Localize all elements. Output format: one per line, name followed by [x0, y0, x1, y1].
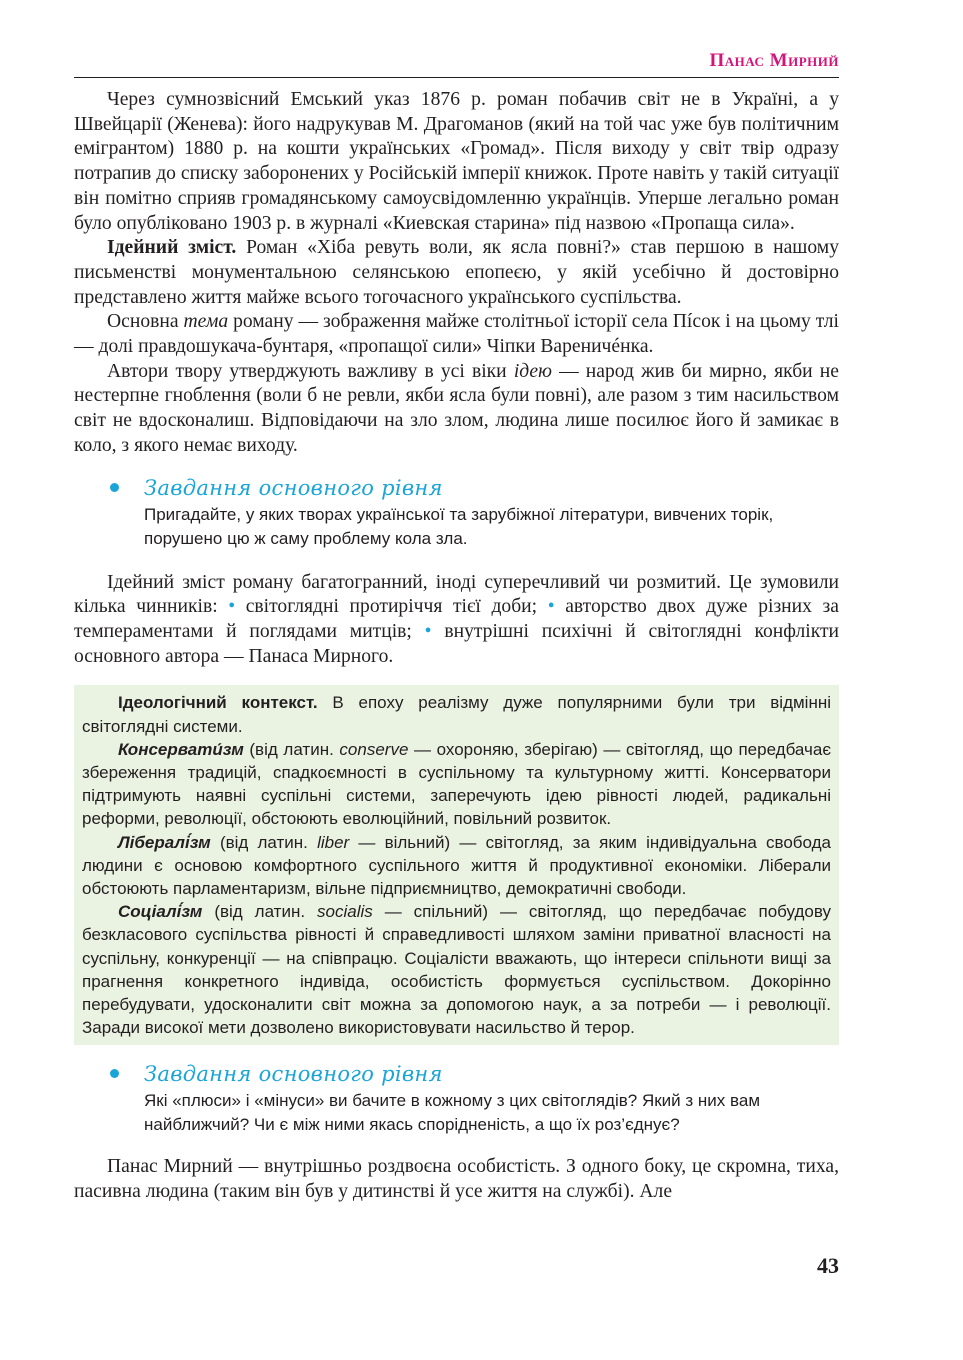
definition-text: (від латин.: [243, 739, 340, 759]
task-bullet-icon: [110, 1069, 119, 1078]
bullet-icon: •: [547, 596, 555, 618]
task-block-1: [74, 475, 839, 551]
term-conservatism: Консервати́зм: [118, 739, 244, 759]
header-rule: [74, 77, 839, 78]
paragraph-text: Основна: [107, 311, 184, 333]
factor-item: світоглядні протиріччя тієї доби;: [245, 596, 538, 618]
paragraph-text: — народ жив би мирно, якби не нестерпне гноблення (воли б не ревли, якби ясла були повні), але разом з тим насильством світ не вдосконалиш. Відповідаючи на зло злом, людина лише посилює його й замикає в коло, з якого немає виходу.: [74, 360, 839, 456]
paragraph-text: роману — зображення майже столітньої історії села Пíсок і на цьому тлі — долі правдошукача-бунтаря, «пропащої сили» Чіпки Вареничéнка.: [74, 311, 839, 358]
page-content: [74, 88, 839, 1205]
context-text: В епоху реалізму дуже популярними були три відмінні світоглядні системи.: [82, 693, 832, 736]
definition-socialism: [82, 900, 831, 1039]
paragraph-factors: [74, 571, 839, 670]
definition-text: — спільний) — світогляд, що передбачає побудову безкласового суспільства рівності й справедливості шляхом заміни приватної власності на суспільну, конкуренції — на співпрацю. Соціалісти вважають, що інтереси спільноти вищі за прагнення конкретного індивіда, особистість формується суспільством. Докорінно перебудувати, удосконалити світ можна за допомогою наук, а за потреби — і революції. Заради високої мети дозволено використовувати насильство й терор.: [82, 902, 831, 1038]
paragraph-idea: [74, 360, 839, 459]
paragraph-text: Автори твору утверджують важливу в усі віки: [107, 360, 514, 382]
paragraph-text: Роман «Хіба ревуть воли, як ясла повні?» став першою в нашому письменстві монументальною селянською епопеєю, у якій усебічно й достовірно представлено життя майже всього тогочасного українського суспільства.: [74, 237, 840, 308]
term-theme: тема: [183, 311, 229, 333]
task-text: Пригадайте, у яких творах української та зарубіжної літератури, вивчених торік, порушено цю ж саму проблему кола зла.: [144, 504, 774, 548]
task-bullet-icon: [110, 483, 119, 492]
bullet-icon: •: [424, 620, 432, 642]
paragraph-text: Ідейний зміст роману багатогранний, іноді суперечливий чи розмитий. Це зумовили кілька чинників:: [74, 571, 839, 618]
context-lead: Ідеологічний контекст.: [118, 693, 318, 713]
term-socialism: Соціалі́зм: [118, 902, 203, 922]
latin-word: liber: [317, 832, 350, 852]
task-title: Завдання основного рівня: [144, 475, 443, 500]
task-block-2: [74, 1061, 839, 1137]
paragraph-lead: Ідейний зміст.: [107, 237, 237, 259]
term-liberalism: Лібералі́зм: [118, 832, 211, 852]
factor-item: авторство двох дуже різних за темпераментами й поглядами митців;: [74, 596, 839, 642]
bullet-icon: •: [228, 596, 236, 618]
task-title: Завдання основного рівня: [144, 1062, 443, 1087]
context-intro: [82, 691, 831, 737]
task-text: Які «плюси» і «мінуси» ви бачите в кожному з цих світоглядів? Який з них вам найближчий? Чи є між ними якась спорідненість, а що їх роз’єднує?: [144, 1091, 761, 1135]
factor-item: внутрішні психічні й світоглядні конфлікти основного автора — Панаса Мирного.: [74, 620, 840, 667]
page-number: 43: [817, 1253, 839, 1278]
latin-word: socialis: [317, 902, 373, 922]
term-idea: ідею: [513, 360, 552, 382]
paragraph-publication-history: Через сумнозвісний Емський указ 1876 р. роман побачив світ не в Україні, а у Швейцарії (Женева): його надрукував М. Драгоманов (який на той час уже був політичним емігрантом) 1880 р. на кошти українських «Громад». Після виходу у світ твір одразу потрапив до списку заборонених у Російській імперії книжок. Проте навіть у такій ситуації він помітно сприяв громадянському самоусвідомленню українців. Уперше легально роман було опубліковано 1903 р. в журналі «Киевская старина» під назвою «Пропаща сила».: [74, 89, 839, 234]
definition-conservatism: [82, 738, 831, 831]
definition-text: — вільний) — світогляд, за яким індивідуальна свобода людини є основою комфортного суспільного життя й продуктивної економіки. Ліберали обстоюють парламентаризм, вільне підприємництво, демократичні свободи.: [82, 832, 831, 898]
paragraph-theme: [74, 310, 839, 359]
latin-word: conserve: [339, 739, 409, 759]
definition-text: — охороняю, зберігаю) — світогляд, що передбачає збереження традицій, спадкоємності в суспільному та культурному житті. Консерватори підтримують наявні суспільні системи, заперечують ідею рівності людей, радикальні реформи, революції, обстоюють еволюційний, повільний розвиток.: [82, 739, 831, 829]
definition-text: (від латин.: [202, 902, 318, 922]
definition-liberalism: [82, 831, 831, 901]
paragraph-ideological-content: [74, 236, 839, 310]
paragraph-author-personality: Панас Мирний — внутрішньо роздвоєна особистість. З одного боку, це скромна, тиха, пасивна людина (таким він був у дитинстві й усе життя на службі). Але: [74, 1156, 839, 1203]
running-head: Панас Мирний: [709, 50, 839, 71]
ideology-context-box: [74, 685, 839, 1045]
definition-text: (від латин.: [210, 832, 318, 852]
